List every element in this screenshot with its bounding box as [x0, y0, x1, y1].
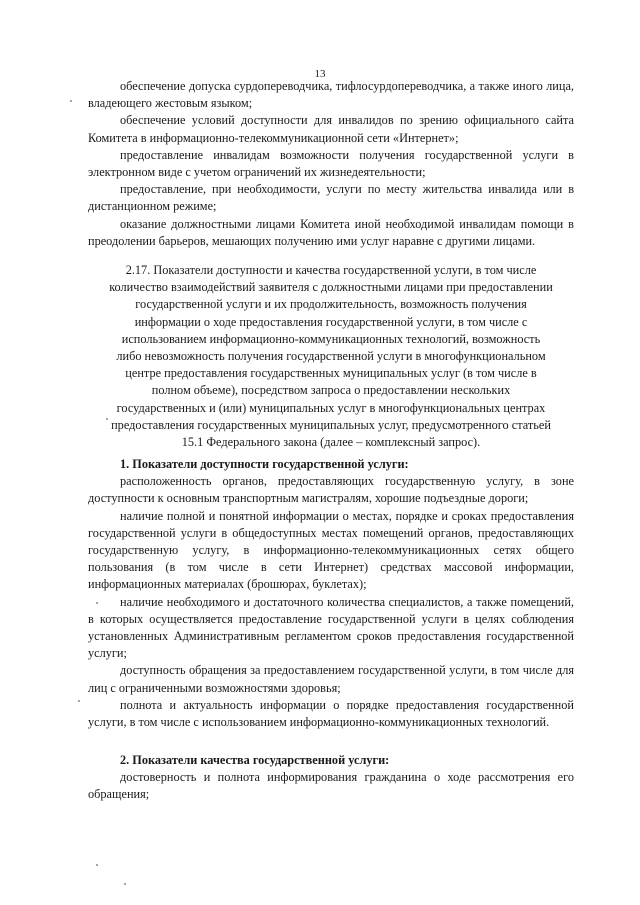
accessibility-measures-list [88, 78, 574, 250]
section-line: центре предоставления государственных муниципальных услуг (в том числе в [125, 366, 537, 381]
section-quality-indicators [88, 752, 574, 804]
list-item: полнота и актуальность информации о порядке предоставления государственной услуги, в том числе с использованием информационно-коммуникационных технологий. [88, 697, 574, 730]
scan-speck [70, 100, 72, 102]
section-line: 2.17. Показатели доступности и качества государственной услуги, в том числе [125, 263, 537, 277]
section-line: государственной услуги и их продолжительность, возможность получения [135, 297, 527, 312]
section-line: либо невозможность получения государственной услуги в многофункциональном [116, 349, 546, 364]
list-item: достоверность и полнота информирования гражданина о ходе рассмотрения его обращения; [88, 770, 574, 802]
list-item: предоставление, при необходимости, услуги по месту жительства инвалида или в дистанционном режиме; [88, 182, 574, 214]
section-line: использованием информационно-коммуникационных технологий, возможность [121, 331, 541, 346]
section-heading: 2. Показатели качества государственной услуги: [120, 753, 390, 767]
scan-speck [124, 883, 126, 885]
section-line: предоставления государственных муниципальных услуг, предусмотренного статьей [111, 417, 551, 432]
section-line: полном объеме), посредством запроса о предоставлении нескольких [151, 383, 511, 398]
list-item: доступность обращения за предоставлением государственной услуги, в том числе для лиц с ограниченными возможностями здоровья; [88, 663, 574, 695]
list-item: расположенность органов, предоставляющих государственную услугу, в зоне доступности к основным транспортным магистралям, хорошие подъездные дороги; [88, 474, 574, 506]
section-heading: 1. Показатели доступности государственной услуги: [120, 457, 409, 471]
list-item: оказание должностными лицами Комитета иной необходимой инвалидам помощи в преодолении барьеров, мешающих получению ими услуг наравне с другими лицами. [88, 216, 574, 248]
list-item: обеспечение условий доступности для инвалидов по зрению официального сайта Комитета в информационно-телекоммуникационной сети «Интернет»; [88, 113, 574, 145]
section-accessibility-indicators [88, 456, 574, 731]
list-item: наличие полной и понятной информации о местах, порядке и сроках предоставления государственной услуги в общедоступных местах помещений органов, предоставляющих государственную услугу, в информационно-телекоммуникационных сетях общего пользования (в том числе в сети Интернет) средствах массовой информации, информационных материалах (брошюрах, буклетах); [88, 508, 574, 592]
list-item: предоставление инвалидам возможности получения государственной услуги в электронном виде с учетом ограничений их жизнедеятельности; [88, 147, 574, 180]
scan-speck [106, 418, 108, 420]
list-item: обеспечение допуска сурдопереводчика, тифлосурдопереводчика, а также иного лица, владеющего жестовым языком; [88, 79, 574, 111]
section-2-17 [92, 262, 570, 451]
scan-speck [78, 700, 80, 702]
scan-speck [96, 864, 98, 866]
section-line: количество взаимодействий заявителя с должностными лицами при предоставлении [109, 280, 553, 295]
section-line: государственных и (или) муниципальных услуг в многофункциональных центрах [116, 400, 546, 415]
page-number: 13 [314, 68, 326, 80]
list-item: наличие необходимого и достаточного количества специалистов, а также помещений, в которых осуществляется предоставление государственной услуги в целях соблюдения установленных Административным регламентом сроков предоставления государственной услуги; [88, 594, 574, 661]
section-line: 15.1 Федерального закона (далее – комплексный запрос). [181, 435, 481, 450]
scan-speck [96, 602, 98, 604]
section-line: информации о ходе предоставления государственной услуги, в том числе с [134, 314, 528, 329]
